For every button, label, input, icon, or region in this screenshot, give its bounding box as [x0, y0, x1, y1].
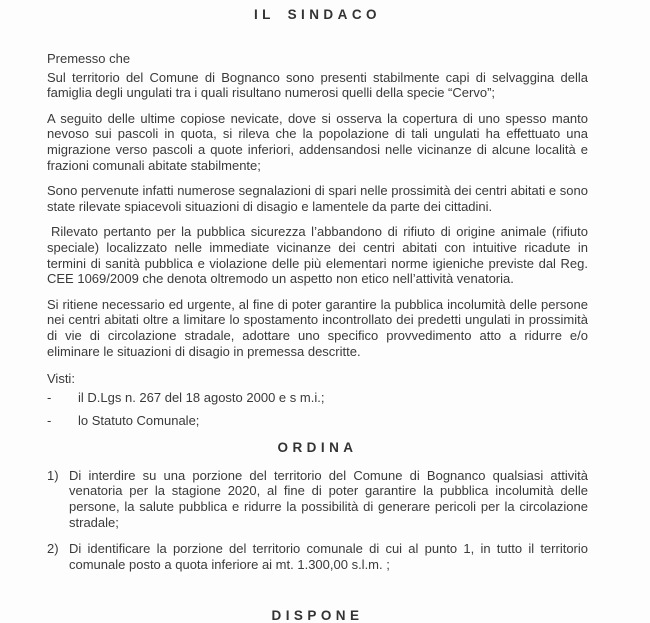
visti-label: Visti:	[47, 371, 75, 387]
paragraph-gunshot-reports: Sono pervenute infatti numerose segnalazioni di spari nelle prossimità dei centri abitati e sono state rilevate spiacevoli situazioni di disagio e lamentele da parte dei cittadini.	[47, 183, 588, 214]
list-item	[47, 390, 588, 406]
list-item-dash-marker: -	[47, 413, 52, 429]
premise-label: Premesso che	[47, 51, 131, 66]
list-item	[47, 468, 588, 530]
visti-item-statuto: lo Statuto Comunale;	[78, 413, 200, 429]
paragraph-snowfall-migration: A seguito delle ultime copiose nevicate, dove si osserva la copertura di uno spesso manto nevoso sui pascoli in quota, si rileva che la popolazione di tali ungulati ha effettuato una migrazione verso pascoli a quote inferiori, addensandosi nelle vicinanze di alcune località e frazioni comunali abitate stabilmente;	[47, 110, 588, 173]
list-item-number-marker: 2)	[47, 541, 59, 557]
list-item	[47, 413, 588, 429]
paragraph-territory: Sul territorio del Comune di Bognanco sono presenti stabilmente capi di selvaggina della famiglia degli ungulati tra i quali risultano numerosi quelli della specie “Cervo”;	[47, 69, 588, 101]
ordina-item-territory-identification: Di identificare la porzione del territorio comunale di cui al punto 1, in tutto il territorio comunale posto a quota inferiore ai mt. 1.300,00 s.l.m. ;	[69, 541, 588, 572]
list-item	[47, 541, 588, 572]
document-title: IL SINDACO	[253, 7, 382, 22]
ordina-heading: ORDINA	[277, 439, 358, 455]
ordina-list	[47, 468, 588, 573]
ordina-item-hunting-ban: Di interdire su una porzione del territorio del Comune di Bognanco qualsiasi attività venatoria per la stagione 2020, al fine di poter garantire la pubblica incolumità delle persone, la salute pubblica e ridurre la possibilità di generare pericoli per la circolazione stradale;	[69, 467, 588, 530]
paragraph-urgent-measure: Si ritiene necessario ed urgente, al fine di poter garantire la pubblica incolumità delle persone nei centri abitati oltre a limitare lo spostamento incontrollato dei predetti ungulati in prossimità di vie di circolazione stradale, adottare uno specifico provvedimento atto a ridurre e/o eliminare le situazioni di disagio in premessa descritte.	[47, 296, 588, 359]
visti-item-dlgs: il D.Lgs n. 267 del 18 agosto 2000 e s m.i.;	[78, 389, 325, 405]
visti-list	[47, 390, 588, 429]
list-item-number-marker: 1)	[47, 467, 59, 483]
paragraph-public-safety-waste: Rilevato pertanto per la pubblica sicurezza l’abbandono di rifiuto di origine animale (rifiuto speciale) localizzato nelle immediate vicinanze dei centri abitati con intuitive ricadute in termini di sanità pubblica e violazione delle più elementari norme igieniche previste dal Reg. CEE 1069/2009 che denota oltremodo un aspetto non etico nell’attività venatoria.	[47, 224, 588, 287]
list-item-dash-marker: -	[47, 389, 52, 405]
dispone-heading: DISPONE	[271, 608, 364, 623]
